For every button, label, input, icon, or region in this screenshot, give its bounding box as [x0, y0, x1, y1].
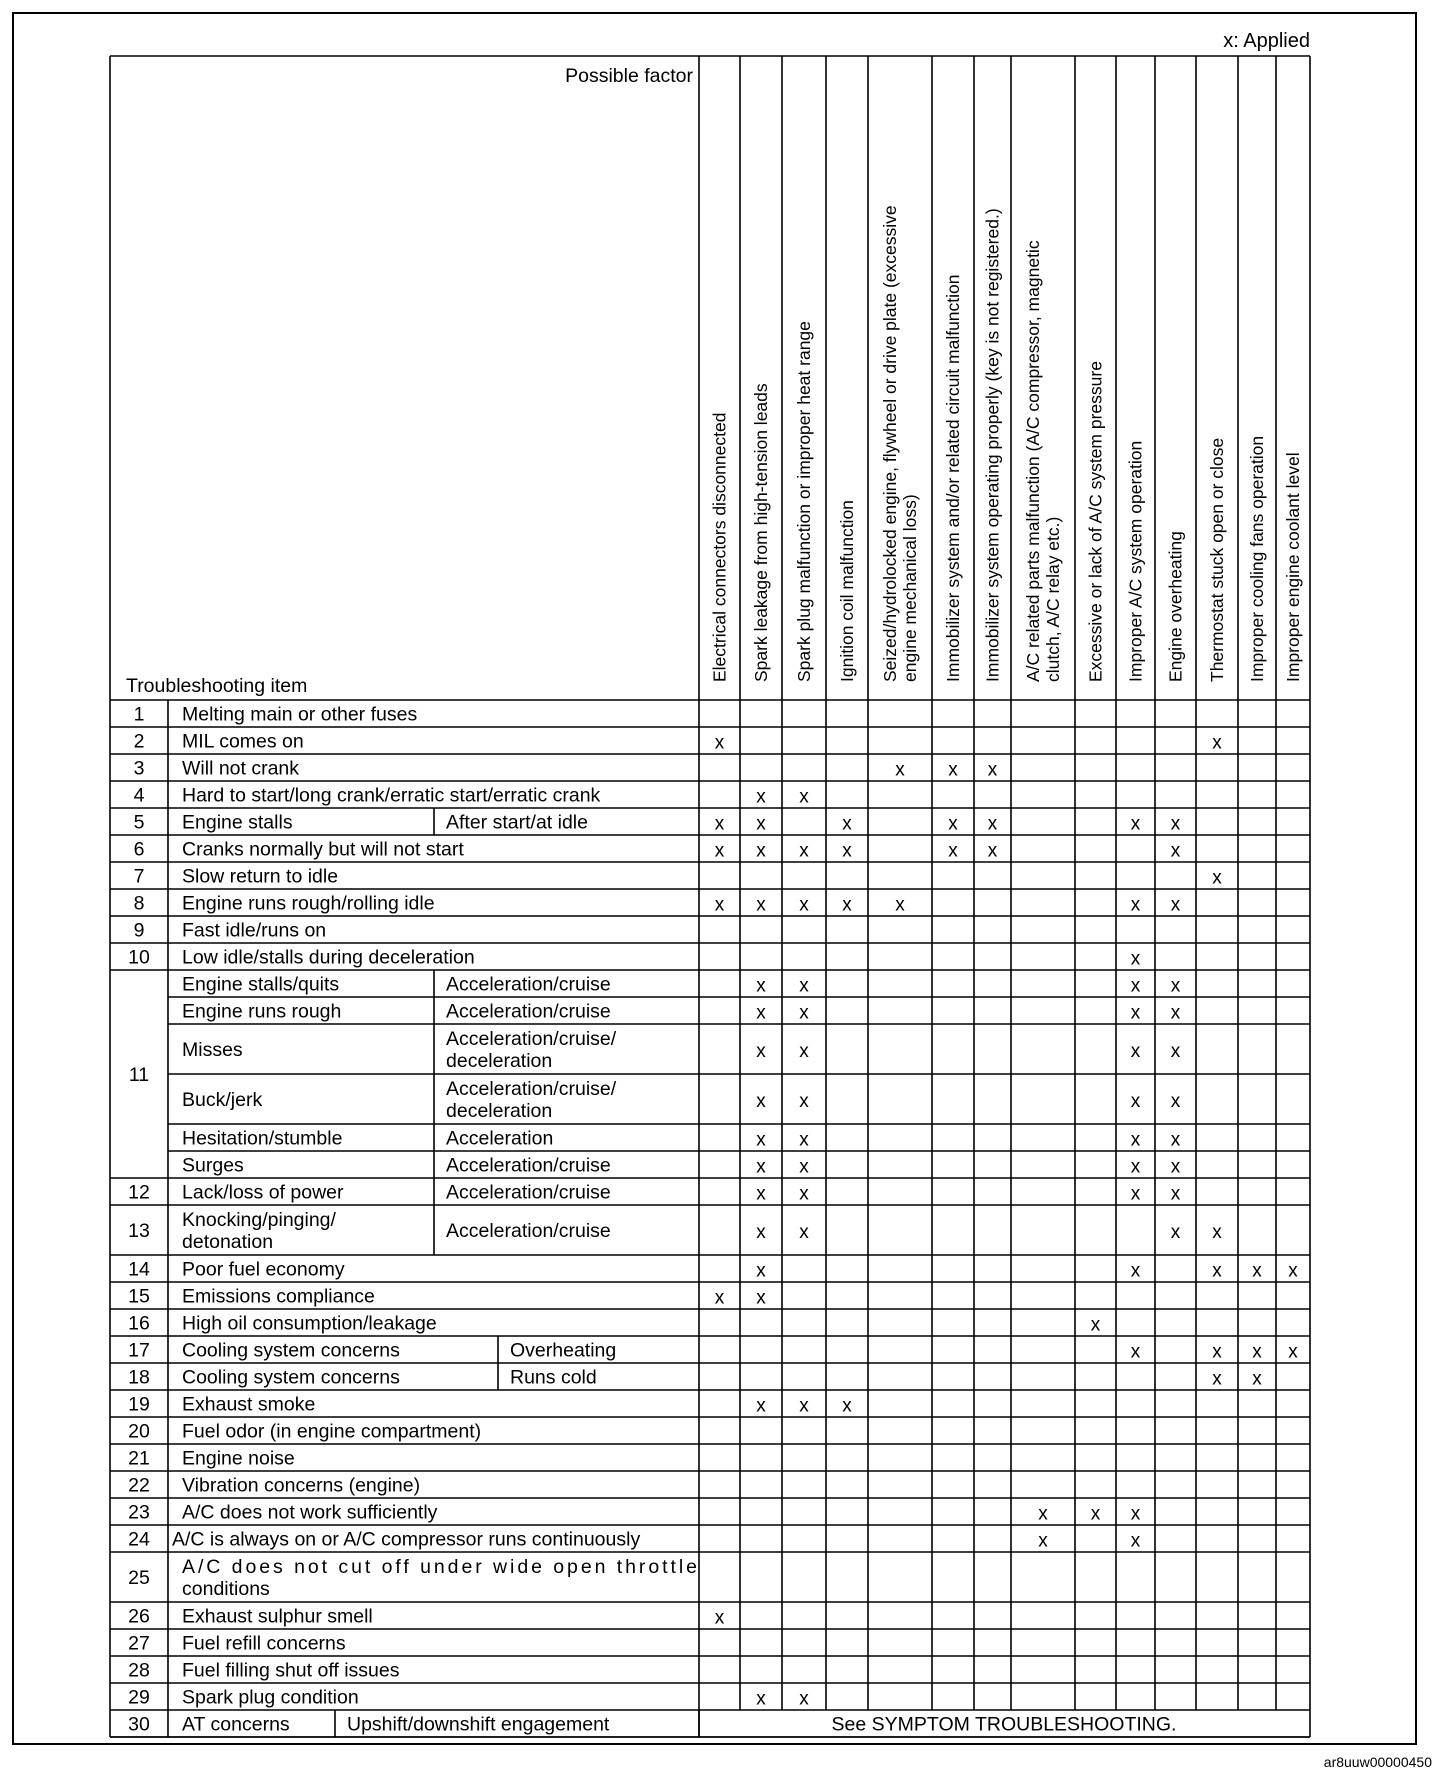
applied-mark: x: [756, 975, 766, 997]
possible-factor-label: Possible factor: [565, 65, 693, 87]
condition-text: Acceleration/cruise/: [446, 1078, 617, 1100]
factor-header-4: Ignition coil malfunction: [837, 500, 857, 682]
applied-mark: x: [842, 1395, 852, 1417]
row-number: 3: [133, 757, 145, 780]
applied-mark: x: [714, 894, 725, 916]
applied-mark: x: [1212, 1368, 1222, 1390]
applied-mark: x: [987, 840, 998, 862]
troubleshooting-item-text: Fuel odor (in engine compartment): [182, 1420, 482, 1443]
row-number: 16: [128, 1312, 150, 1335]
applied-mark: x: [1288, 1260, 1298, 1282]
applied-mark: x: [756, 1287, 766, 1309]
factor-header-7: Immobilizer system operating properly (key is not registered.): [982, 208, 1003, 682]
troubleshooting-item-text: Cooling system concerns: [182, 1339, 400, 1362]
applied-mark: x: [1288, 1341, 1298, 1363]
applied-mark: x: [1212, 1341, 1222, 1363]
condition-text: Acceleration/cruise: [446, 1181, 611, 1204]
applied-mark: x: [756, 1041, 766, 1062]
troubleshooting-item-text: A/C is always on or A/C compressor runs continuously: [172, 1528, 641, 1551]
applied-mark: x: [799, 840, 809, 862]
applied-mark: x: [756, 1156, 766, 1178]
row-number: 22: [128, 1474, 150, 1497]
applied-mark: x: [1170, 813, 1181, 835]
applied-mark: x: [756, 1002, 766, 1024]
factor-header-10: Improper A/C system operation: [1125, 440, 1146, 682]
applied-mark: x: [799, 1688, 809, 1710]
row-number: 15: [128, 1285, 150, 1308]
row-number: 28: [128, 1659, 150, 1682]
row-number: 8: [133, 892, 145, 915]
troubleshooting-item-text: Misses: [182, 1039, 243, 1061]
troubleshooting-item-text: Surges: [182, 1154, 244, 1177]
troubleshooting-item-text: Engine stalls: [182, 811, 293, 834]
troubleshooting-item-text: A/C does not cut off under wide open throttle: [182, 1556, 697, 1578]
applied-mark: x: [1170, 1183, 1181, 1205]
applied-mark: x: [756, 1688, 766, 1710]
applied-mark: x: [714, 732, 725, 754]
condition-text: Runs cold: [510, 1366, 597, 1389]
condition-text: Acceleration/cruise: [446, 1154, 611, 1177]
troubleshooting-item-text: Fast idle/runs on: [182, 919, 327, 942]
troubleshooting-item-text: High oil consumption/leakage: [182, 1312, 437, 1335]
troubleshooting-item-text: Low idle/stalls during deceleration: [182, 946, 475, 969]
factor-header-3: Spark plug malfunction or improper heat range: [794, 321, 814, 682]
row-number: 27: [128, 1632, 150, 1655]
condition-text: deceleration: [446, 1050, 553, 1072]
factor-header-8: clutch, A/C relay etc.): [1043, 516, 1063, 682]
applied-mark: x: [1130, 1091, 1141, 1112]
condition-text: Overheating: [510, 1339, 617, 1362]
applied-mark: x: [1130, 894, 1141, 916]
row-number: 12: [128, 1181, 150, 1204]
troubleshooting-item-text: Cooling system concerns: [182, 1366, 400, 1389]
troubleshooting-item-text: detonation: [182, 1231, 274, 1253]
troubleshooting-item-text: Engine runs rough/rolling idle: [182, 892, 435, 915]
factor-header-12: Thermostat stuck open or close: [1207, 437, 1227, 682]
applied-mark: x: [1130, 1002, 1141, 1024]
applied-mark: x: [714, 1607, 725, 1629]
applied-mark: x: [1252, 1368, 1262, 1390]
applied-mark: x: [1130, 1183, 1141, 1205]
applied-mark: x: [756, 1091, 766, 1112]
applied-mark: x: [1212, 1222, 1222, 1243]
applied-mark: x: [714, 1287, 725, 1309]
applied-mark: x: [1212, 1260, 1222, 1282]
factor-header-8: A/C related parts malfunction (A/C compressor, magnetic: [1023, 240, 1043, 682]
applied-mark: x: [799, 1129, 809, 1151]
row-number: 29: [128, 1686, 150, 1709]
condition-text: deceleration: [446, 1100, 553, 1122]
row-number: 26: [128, 1605, 150, 1628]
troubleshooting-item-text: Emissions compliance: [182, 1285, 375, 1308]
legend-applied: x: Applied: [1223, 30, 1310, 52]
row-number: 23: [128, 1501, 150, 1524]
row-number: 9: [133, 919, 145, 942]
troubleshooting-item-text: MIL comes on: [182, 730, 304, 753]
condition-text: Acceleration: [446, 1127, 554, 1150]
applied-mark: x: [756, 894, 766, 916]
row-number: 2: [133, 730, 145, 753]
applied-mark: x: [756, 786, 766, 808]
row-number: 17: [128, 1339, 150, 1362]
applied-mark: x: [1170, 1222, 1181, 1243]
applied-mark: x: [1170, 840, 1181, 862]
troubleshooting-item-text: Knocking/pinging/: [182, 1209, 336, 1231]
troubleshooting-item-text: A/C does not work sufficiently: [182, 1501, 438, 1524]
row-number: 6: [133, 838, 145, 861]
factor-header-13: Improper cooling fans operation: [1247, 435, 1267, 682]
condition-text: Upshift/downshift engagement: [347, 1713, 610, 1736]
row-number: 11: [128, 1064, 150, 1086]
factor-header-2: Spark leakage from high-tension leads: [751, 383, 771, 682]
factor-header-11: Engine overheating: [1165, 531, 1186, 682]
condition-text: Acceleration/cruise/: [446, 1028, 617, 1050]
condition-text: Acceleration/cruise: [446, 1220, 611, 1242]
applied-mark: x: [799, 786, 809, 808]
row-number: 25: [128, 1567, 150, 1589]
applied-mark: x: [714, 840, 725, 862]
troubleshooting-item-text: AT concerns: [182, 1713, 290, 1736]
applied-mark: x: [1130, 1156, 1141, 1178]
applied-mark: x: [948, 759, 958, 781]
applied-mark: x: [756, 1183, 766, 1205]
troubleshooting-item-text: Engine noise: [182, 1447, 295, 1470]
troubleshooting-item-text: Slow return to idle: [182, 865, 339, 888]
condition-text: Acceleration/cruise: [446, 973, 611, 996]
applied-mark: x: [1212, 732, 1222, 754]
applied-mark: x: [1130, 1503, 1141, 1525]
applied-mark: x: [842, 813, 852, 835]
row-number: 5: [133, 811, 145, 834]
condition-text: Acceleration/cruise: [446, 1000, 611, 1023]
applied-mark: x: [1170, 1156, 1181, 1178]
factor-header-5: engine mechanical loss): [900, 494, 920, 682]
factor-header-1: Electrical connectors disconnected: [709, 412, 730, 682]
applied-mark: x: [842, 894, 852, 916]
applied-mark: x: [756, 1129, 766, 1151]
applied-mark: x: [987, 759, 998, 781]
applied-mark: x: [1170, 894, 1181, 916]
applied-mark: x: [1130, 1530, 1141, 1552]
troubleshooting-item-text: Hesitation/stumble: [182, 1127, 343, 1150]
row-number: 20: [128, 1420, 150, 1443]
applied-mark: x: [1038, 1530, 1048, 1552]
applied-mark: x: [799, 975, 809, 997]
troubleshooting-item-text: conditions: [182, 1578, 270, 1600]
factor-header-6: Immobilizer system and/or related circuit malfunction: [943, 274, 963, 682]
factor-header-9: Excessive or lack of A/C system pressure: [1085, 361, 1106, 682]
applied-mark: x: [842, 840, 852, 862]
applied-mark: x: [799, 894, 809, 916]
applied-mark: x: [1130, 1341, 1141, 1363]
row-number: 1: [133, 703, 145, 726]
applied-mark: x: [1090, 1503, 1101, 1525]
applied-mark: x: [1170, 975, 1181, 997]
applied-mark: x: [1170, 1129, 1181, 1151]
applied-mark: x: [1252, 1260, 1262, 1282]
applied-mark: x: [1252, 1341, 1262, 1363]
condition-text: After start/at idle: [446, 811, 588, 834]
row-number: 13: [128, 1220, 150, 1242]
row-number: 21: [128, 1447, 150, 1470]
troubleshooting-item-text: Spark plug condition: [182, 1686, 359, 1709]
applied-mark: x: [799, 1183, 809, 1205]
row-number: 4: [133, 784, 145, 807]
applied-mark: x: [756, 1395, 766, 1417]
applied-mark: x: [895, 759, 905, 781]
applied-mark: x: [1038, 1503, 1048, 1525]
troubleshooting-item-text: Melting main or other fuses: [182, 703, 418, 726]
applied-mark: x: [895, 894, 905, 916]
applied-mark: x: [1130, 1041, 1141, 1062]
troubleshooting-item-text: Engine runs rough: [182, 1000, 342, 1023]
row-number: 14: [128, 1258, 150, 1281]
applied-mark: x: [1130, 975, 1141, 997]
applied-mark: x: [756, 1260, 766, 1282]
troubleshooting-item-text: Buck/jerk: [182, 1089, 263, 1111]
troubleshooting-item-text: Fuel refill concerns: [182, 1632, 346, 1655]
applied-mark: x: [1212, 867, 1222, 889]
row-number: 10: [128, 946, 150, 969]
troubleshooting-item-text: Vibration concerns (engine): [182, 1474, 421, 1497]
applied-mark: x: [1130, 1260, 1141, 1282]
troubleshooting-item-text: Engine stalls/quits: [182, 973, 340, 996]
applied-mark: x: [1170, 1041, 1181, 1062]
factor-header-5: Seized/hydrolocked engine, flywheel or drive plate (excessive: [880, 205, 900, 682]
row-number: 24: [128, 1528, 150, 1551]
applied-mark: x: [1130, 948, 1141, 970]
applied-mark: x: [756, 1222, 766, 1243]
applied-mark: x: [756, 840, 766, 862]
troubleshooting-item-text: Lack/loss of power: [182, 1181, 344, 1204]
troubleshooting-item-text: Fuel filling shut off issues: [182, 1659, 400, 1682]
applied-mark: x: [1090, 1314, 1101, 1336]
troubleshooting-item-text: Exhaust sulphur smell: [182, 1605, 373, 1628]
applied-mark: x: [714, 813, 725, 835]
factor-header-14: Improper engine coolant level: [1283, 452, 1303, 682]
applied-mark: x: [799, 1041, 809, 1062]
applied-mark: x: [948, 840, 958, 862]
applied-mark: x: [1170, 1091, 1181, 1112]
applied-mark: x: [1170, 1002, 1181, 1024]
row-number: 30: [128, 1713, 150, 1736]
see-symptom-troubleshooting-note: See SYMPTOM TROUBLESHOOTING.: [831, 1713, 1177, 1736]
applied-mark: x: [987, 813, 998, 835]
row-number: 19: [128, 1393, 150, 1416]
applied-mark: x: [948, 813, 958, 835]
troubleshooting-item-text: Cranks normally but will not start: [182, 838, 464, 861]
applied-mark: x: [799, 1091, 809, 1112]
figure-id: ar8uuw00000450: [1323, 1754, 1432, 1770]
troubleshooting-item-text: Exhaust smoke: [182, 1393, 316, 1416]
troubleshooting-item-text: Hard to start/long crank/erratic start/erratic crank: [182, 784, 601, 807]
applied-mark: x: [1130, 813, 1141, 835]
row-number: 7: [133, 865, 145, 888]
troubleshooting-item-text: Will not crank: [182, 757, 300, 780]
applied-mark: x: [799, 1222, 809, 1243]
troubleshooting-item-label: Troubleshooting item: [126, 675, 308, 697]
applied-mark: x: [1130, 1129, 1141, 1151]
applied-mark: x: [799, 1395, 809, 1417]
troubleshooting-item-text: Poor fuel economy: [182, 1258, 345, 1281]
applied-mark: x: [799, 1002, 809, 1024]
applied-mark: x: [756, 813, 766, 835]
row-number: 18: [128, 1366, 150, 1389]
applied-mark: x: [799, 1156, 809, 1178]
